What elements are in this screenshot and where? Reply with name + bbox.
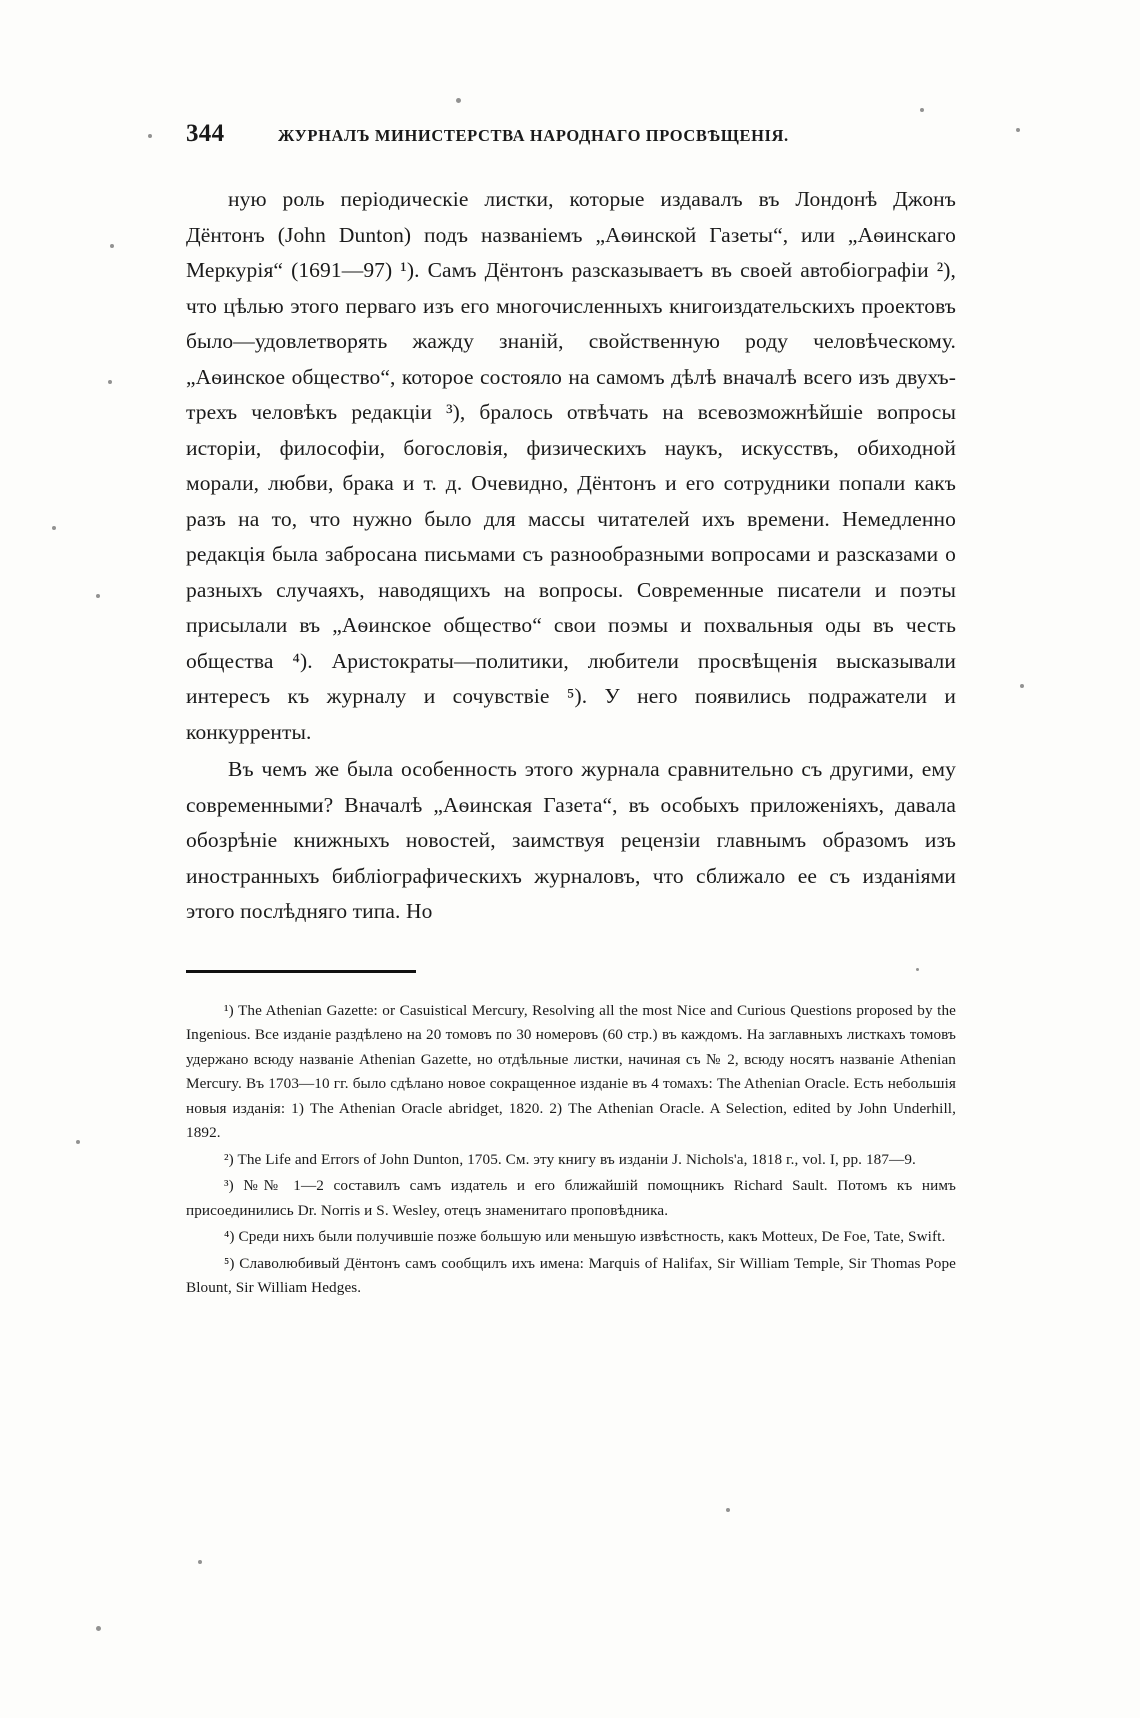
scan-speck (52, 526, 56, 530)
footnote-separator-rule (186, 970, 416, 973)
scan-speck (726, 1508, 730, 1512)
footnote-text: №№ 1—2 составилъ самъ издатель и его ближайшій помощникъ Richard Sault. Потомъ къ нимъ присоединились Dr. Norris и S. Wesley, отецъ знаменитаго проповѣдника. (186, 1177, 956, 1219)
footnote-marker: ²) (224, 1150, 234, 1168)
footnotes (186, 999, 956, 1301)
scan-speck (456, 98, 461, 103)
scan-speck (920, 108, 924, 112)
paragraph: Въ чемъ же была особенность этого журнала сравнительно съ другими, ему современными? Вначалѣ „Аѳинская Газета“, въ особыхъ приложеніяхъ, давала обозрѣніе книжныхъ новостей, заимствуя рецензіи главнымъ образомъ изъ иностранныхъ библіографическихъ журналовъ, что сближало ее съ изданіями этого послѣдняго типа. Но (186, 757, 956, 923)
footnote-item (186, 1252, 956, 1301)
scan-speck (1016, 128, 1020, 132)
footnote-item (186, 999, 956, 1146)
scan-speck (96, 1626, 101, 1631)
scan-speck (1020, 684, 1024, 688)
footnote-marker: ¹) (224, 1001, 234, 1019)
footnote-text: The Life and Errors of John Dunton, 1705. См. эту книгу въ изданіи J. Nichols'a, 1818 г., vol. I, pp. 187—9. (237, 1150, 916, 1168)
page-content (186, 120, 956, 1303)
scan-speck (76, 1140, 80, 1144)
footnote-marker: ⁵) (224, 1254, 235, 1272)
body-text (186, 182, 956, 930)
footnote-text: The Athenian Gazette: or Casuistical Mercury, Resolving all the most Nice and Curious Questions proposed by the Ingenious. Все изданіе раздѣлено на 20 томовъ по 30 номеровъ (60 стр.) въ каждомъ. На заглавныхъ листкахъ томовъ удержано всюду названіе Athenian Gazette, но отдѣльные листки, начиная съ № 2, всюду носятъ названіе Athenian Mercury. Въ 1703—10 гг. было сдѣлано новое сокращенное изданіе въ 4 томахъ: The Athenian Oracle. Есть небольшія новыя изданія: 1) The Athenian Oracle abridget, 1820. 2) The Athenian Oracle. A Selection, edited by John Underhill, 1892. (186, 1001, 956, 1141)
page-number: 344 (186, 120, 225, 147)
running-title: ЖУРНАЛЪ МИНИСТЕРСТВА НАРОДНАГО ПРОСВѢЩЕНІЯ. (278, 126, 789, 145)
footnote-text: Славолюбивый Дёнтонъ самъ сообщилъ ихъ имена: Marquis of Halifax, Sir William Temple, Sir Thomas Pope Blount, Sir William Hedges. (186, 1254, 956, 1296)
scan-speck (108, 380, 112, 384)
scan-speck (148, 134, 152, 138)
footnote-marker: ³) (224, 1177, 234, 1194)
footnote-item (186, 1174, 956, 1223)
scan-speck (96, 594, 100, 598)
scan-speck (110, 244, 114, 248)
footnote-text: Среди нихъ были получившіе позже большую или меньшую извѣстность, какъ Motteux, De Foe, Tate, Swift. (238, 1228, 946, 1245)
footnote-item (186, 1148, 956, 1173)
page-header (186, 120, 956, 148)
paragraph: ную роль періодическіе листки, которые издавалъ въ Лондонѣ Джонъ Дёнтонъ (John Dunton) подъ названіемъ „Аѳинской Газеты“, или „Аѳинскаго Меркурія“ (1691—97) ¹). Самъ Дёнтонъ разсказываетъ въ своей автобіографіи ²), что цѣлью этого перваго изъ его многочисленныхъ книгоиздательскихъ проектовъ было—удовлетворять жажду знаній, свойственную роду человѣческому. „Аѳинское общество“, которое состояло на самомъ дѣлѣ вначалѣ всего изъ двухъ-трехъ человѣкъ редакціи ³), бралось отвѣчать на всевозможнѣйшіе вопросы исторіи, философіи, богословія, физическихъ наукъ, искусствъ, обиходной морали, любви, брака и т. д. Очевидно, Дёнтонъ и его сотрудники попали какъ разъ на то, что нужно было для массы читателей ихъ времени. Немедленно редакція была забросана письмами съ разнообразными вопросами и разсказами о разныхъ случаяхъ, наводящихъ на вопросы. Современные писатели и поэты присылали въ „Аѳинское общество“ свои поэмы и похвальныя оды въ честь общества ⁴). Аристократы—политики, любители просвѣщенія высказывали интересъ къ журналу и сочувствіе ⁵). У него появились подражатели и конкурренты. (186, 187, 956, 744)
footnote-marker: ⁴) (224, 1228, 235, 1245)
footnote-item (186, 1225, 956, 1250)
scan-speck (198, 1560, 202, 1564)
